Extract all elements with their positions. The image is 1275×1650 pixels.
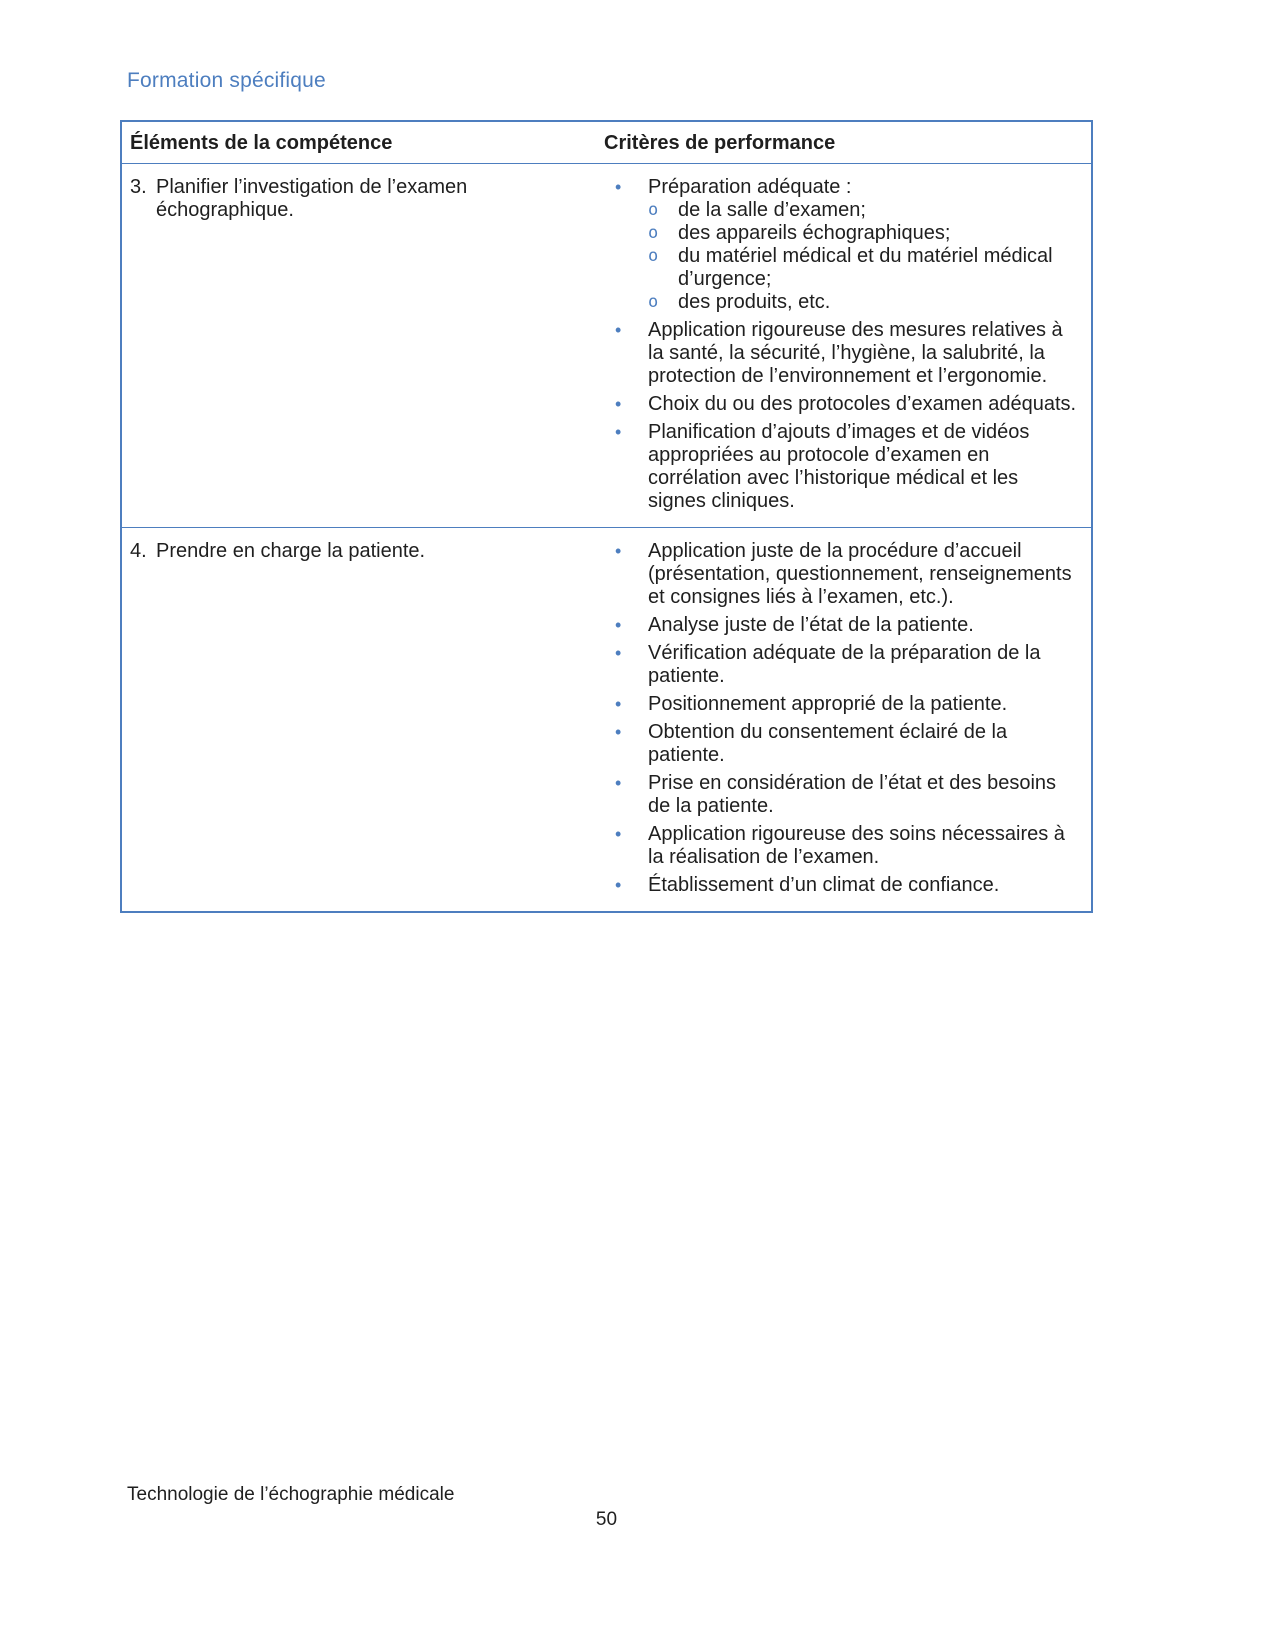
section-header: Formation spécifique xyxy=(127,69,326,92)
bullet-icon: • xyxy=(615,177,622,197)
bullet-icon: • xyxy=(615,320,622,340)
circle-bullet-icon: o xyxy=(648,292,659,312)
bullet-icon: • xyxy=(615,643,622,663)
circle-bullet-icon: o xyxy=(648,200,659,220)
criterion-text: Choix du ou des protocoles d’examen adéquats. xyxy=(648,393,1077,415)
bullet-icon: • xyxy=(615,824,622,844)
sub-item xyxy=(648,245,1079,291)
col-header-criteria: Critères de performance xyxy=(604,132,836,154)
criterion-text: Analyse juste de l’état de la patiente. xyxy=(648,614,974,636)
col-header-elements: Éléments de la compétence xyxy=(130,132,393,154)
sub-item-text: des produits, etc. xyxy=(678,291,831,313)
criterion-item xyxy=(604,540,1079,609)
circle-bullet-icon: o xyxy=(648,223,659,243)
element-cell xyxy=(122,528,604,911)
bullet-icon: • xyxy=(615,875,622,895)
criterion-text: Planification d’ajouts d’images et de vidéos appropriées au protocole d’examen en corrélation avec l’historique médical et les signes cliniques. xyxy=(648,421,1030,512)
element-number: 3. xyxy=(130,176,147,198)
element-text: Planifier l’investigation de l’examen échographique. xyxy=(156,176,468,221)
criterion-text: Vérification adéquate de la préparation de la patiente. xyxy=(648,642,1041,687)
criterion-item xyxy=(604,772,1079,818)
table-header-row xyxy=(122,122,1091,164)
criterion-item xyxy=(604,874,1079,897)
criterion-text: Obtention du consentement éclairé de la patiente. xyxy=(648,721,1008,766)
sub-item xyxy=(648,222,1079,245)
competency-table xyxy=(120,120,1093,913)
criterion-item xyxy=(604,693,1079,716)
bullet-icon: • xyxy=(615,694,622,714)
element-cell xyxy=(122,164,604,527)
criterion-item xyxy=(604,721,1079,767)
sub-item xyxy=(648,199,1079,222)
criterion-text: Préparation adéquate : xyxy=(648,176,852,198)
criterion-text: Positionnement approprié de la patiente. xyxy=(648,693,1008,715)
criteria-cell xyxy=(604,164,1091,527)
bullet-icon: • xyxy=(615,394,622,414)
criterion-item xyxy=(604,393,1079,416)
sub-item-text: de la salle d’examen; xyxy=(678,199,866,221)
table-row xyxy=(122,528,1091,911)
table-row xyxy=(122,164,1091,528)
circle-bullet-icon: o xyxy=(648,246,659,266)
bullet-icon: • xyxy=(615,615,622,635)
criterion-text: Établissement d’un climat de confiance. xyxy=(648,874,1000,896)
bullet-icon: • xyxy=(615,722,622,742)
criterion-text: Application rigoureuse des mesures relatives à la santé, la sécurité, l’hygiène, la salubrité, la protection de l’environnement et l’ergonomie. xyxy=(648,319,1063,387)
criterion-text: Prise en considération de l’état et des besoins de la patiente. xyxy=(648,772,1057,817)
page-number: 50 xyxy=(595,1509,618,1530)
element-text: Prendre en charge la patiente. xyxy=(156,540,426,562)
criterion-text: Application juste de la procédure d’accueil (présentation, questionnement, renseignements et consignes liés à l’examen, etc.). xyxy=(648,540,1072,608)
criteria-cell xyxy=(604,528,1091,911)
criterion-item xyxy=(604,823,1079,869)
criterion-item xyxy=(604,319,1079,388)
criterion-item xyxy=(604,176,1079,314)
criterion-text: Application rigoureuse des soins nécessaires à la réalisation de l’examen. xyxy=(648,823,1065,868)
bullet-icon: • xyxy=(615,541,622,561)
criterion-item xyxy=(604,421,1079,513)
footer-text: Technologie de l’échographie médicale xyxy=(127,1484,455,1505)
sub-item-text: du matériel médical et du matériel médical d’urgence; xyxy=(678,245,1053,290)
criterion-item xyxy=(604,614,1079,637)
element-number: 4. xyxy=(130,540,147,562)
bullet-icon: • xyxy=(615,422,622,442)
bullet-icon: • xyxy=(615,773,622,793)
criterion-item xyxy=(604,642,1079,688)
sub-item xyxy=(648,291,1079,314)
sub-item-text: des appareils échographiques; xyxy=(678,222,951,244)
